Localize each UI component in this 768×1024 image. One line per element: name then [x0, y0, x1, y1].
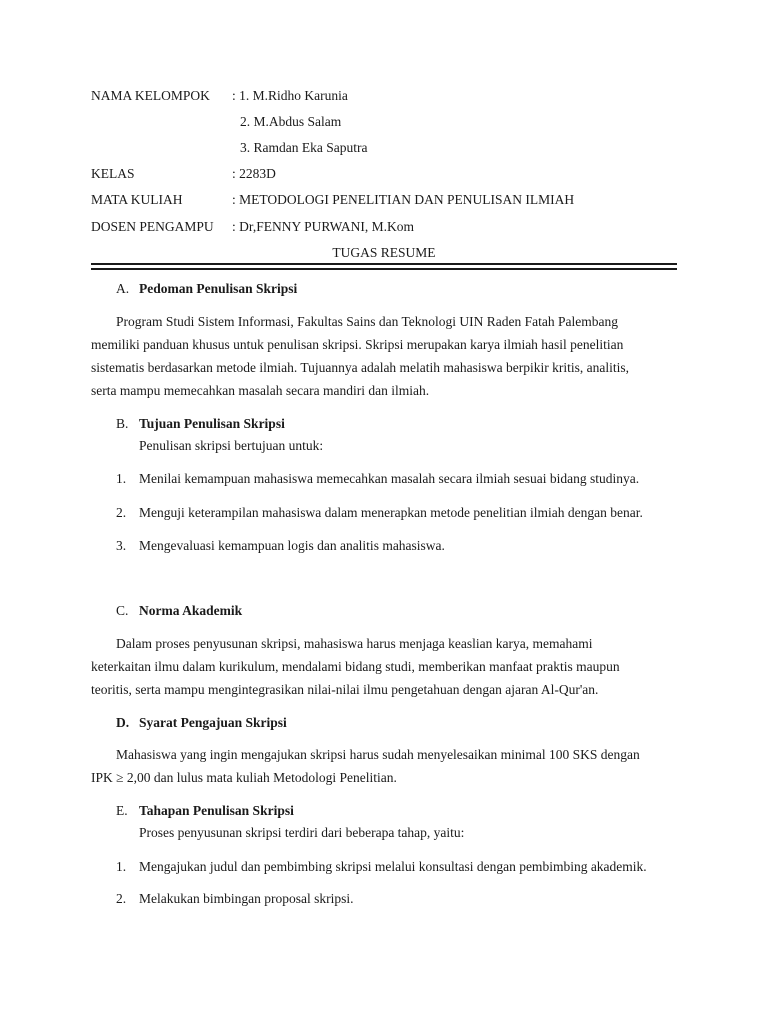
- class-label: KELAS: [91, 166, 135, 181]
- section-e-title: Tahapan Penulisan Skripsi: [139, 803, 294, 818]
- section-e-item-1-text: Mengajukan judul dan pembimbing skripsi melalui konsultasi dengan pembimbing akademik.: [139, 859, 647, 874]
- section-c-letter: C.: [116, 603, 129, 618]
- section-e-letter: E.: [116, 803, 128, 818]
- section-b-item-2-num: 2.: [116, 505, 127, 520]
- section-e-intro: Proses penyusunan skripsi terdiri dari beberapa tahap, yaitu:: [139, 825, 465, 840]
- lecturer-label: DOSEN PENGAMPU: [91, 219, 214, 234]
- section-d-letter: D.: [116, 715, 130, 730]
- section-b-title: Tujuan Penulisan Skripsi: [139, 416, 285, 431]
- section-c-line-3: teoritis, serta mampu mengintegrasikan nilai-nilai ilmu pengetahuan dengan ajaran Al-Qur'an.: [91, 682, 599, 697]
- header-rule-bottom: [91, 268, 677, 270]
- section-a-line-2: memiliki panduan khusus untuk penulisan skripsi. Skripsi merupakan karya ilmiah hasil penelitian: [91, 337, 624, 352]
- group-member-2: 2. M.Abdus Salam: [240, 114, 342, 129]
- section-a-letter: A.: [116, 281, 130, 296]
- section-a-title: Pedoman Penulisan Skripsi: [139, 281, 298, 296]
- section-d-title: Syarat Pengajuan Skripsi: [139, 715, 287, 730]
- document-title: TUGAS RESUME: [332, 245, 436, 260]
- section-c-title: Norma Akademik: [139, 603, 243, 618]
- class-value: : 2283D: [232, 166, 276, 181]
- course-label: MATA KULIAH: [91, 192, 183, 207]
- course-value: : METODOLOGI PENELITIAN DAN PENULISAN ILMIAH: [232, 192, 575, 207]
- section-e-item-2-num: 2.: [116, 891, 127, 906]
- section-c-line-1: Dalam proses penyusunan skripsi, mahasiswa harus menjaga keaslian karya, memahami: [116, 636, 593, 651]
- header-rule-top: [91, 263, 677, 265]
- section-e-item-1-num: 1.: [116, 859, 127, 874]
- section-c-line-2: keterkaitan ilmu dalam kurikulum, mendalami bidang studi, memberikan manfaat praktis maupun: [91, 659, 620, 674]
- group-label: NAMA KELOMPOK: [91, 88, 210, 103]
- group-member-1: : 1. M.Ridho Karunia: [232, 88, 348, 103]
- section-b-item-3-text: Mengevaluasi kemampuan logis dan analitis mahasiswa.: [139, 538, 445, 553]
- group-member-3: 3. Ramdan Eka Saputra: [240, 140, 368, 155]
- section-b-intro: Penulisan skripsi bertujuan untuk:: [139, 438, 324, 453]
- section-b-letter: B.: [116, 416, 129, 431]
- section-e-item-2-text: Melakukan bimbingan proposal skripsi.: [139, 891, 354, 906]
- section-d-line-1: Mahasiswa yang ingin mengajukan skripsi harus sudah menyelesaikan minimal 100 SKS dengan: [116, 747, 640, 762]
- section-b-item-1-text: Menilai kemampuan mahasiswa memecahkan masalah secara ilmiah sesuai bidang studinya.: [139, 471, 640, 486]
- lecturer-value: : Dr,FENNY PURWANI, M.Kom: [232, 219, 414, 234]
- section-b-item-3-num: 3.: [116, 538, 127, 553]
- section-d-line-2: IPK ≥ 2,00 dan lulus mata kuliah Metodologi Penelitian.: [91, 770, 397, 785]
- section-b-item-2-text: Menguji keterampilan mahasiswa dalam menerapkan metode penelitian ilmiah dengan benar.: [139, 505, 643, 520]
- section-a-line-3: sistematis berdasarkan metode ilmiah. Tujuannya adalah melatih mahasiswa berpikir kritis, analitis,: [91, 360, 630, 375]
- section-b-item-1-num: 1.: [116, 471, 127, 486]
- section-a-line-4: serta mampu memecahkan masalah secara mandiri dan ilmiah.: [91, 383, 430, 398]
- section-a-line-1: Program Studi Sistem Informasi, Fakultas Sains dan Teknologi UIN Raden Fatah Palembang: [116, 314, 618, 329]
